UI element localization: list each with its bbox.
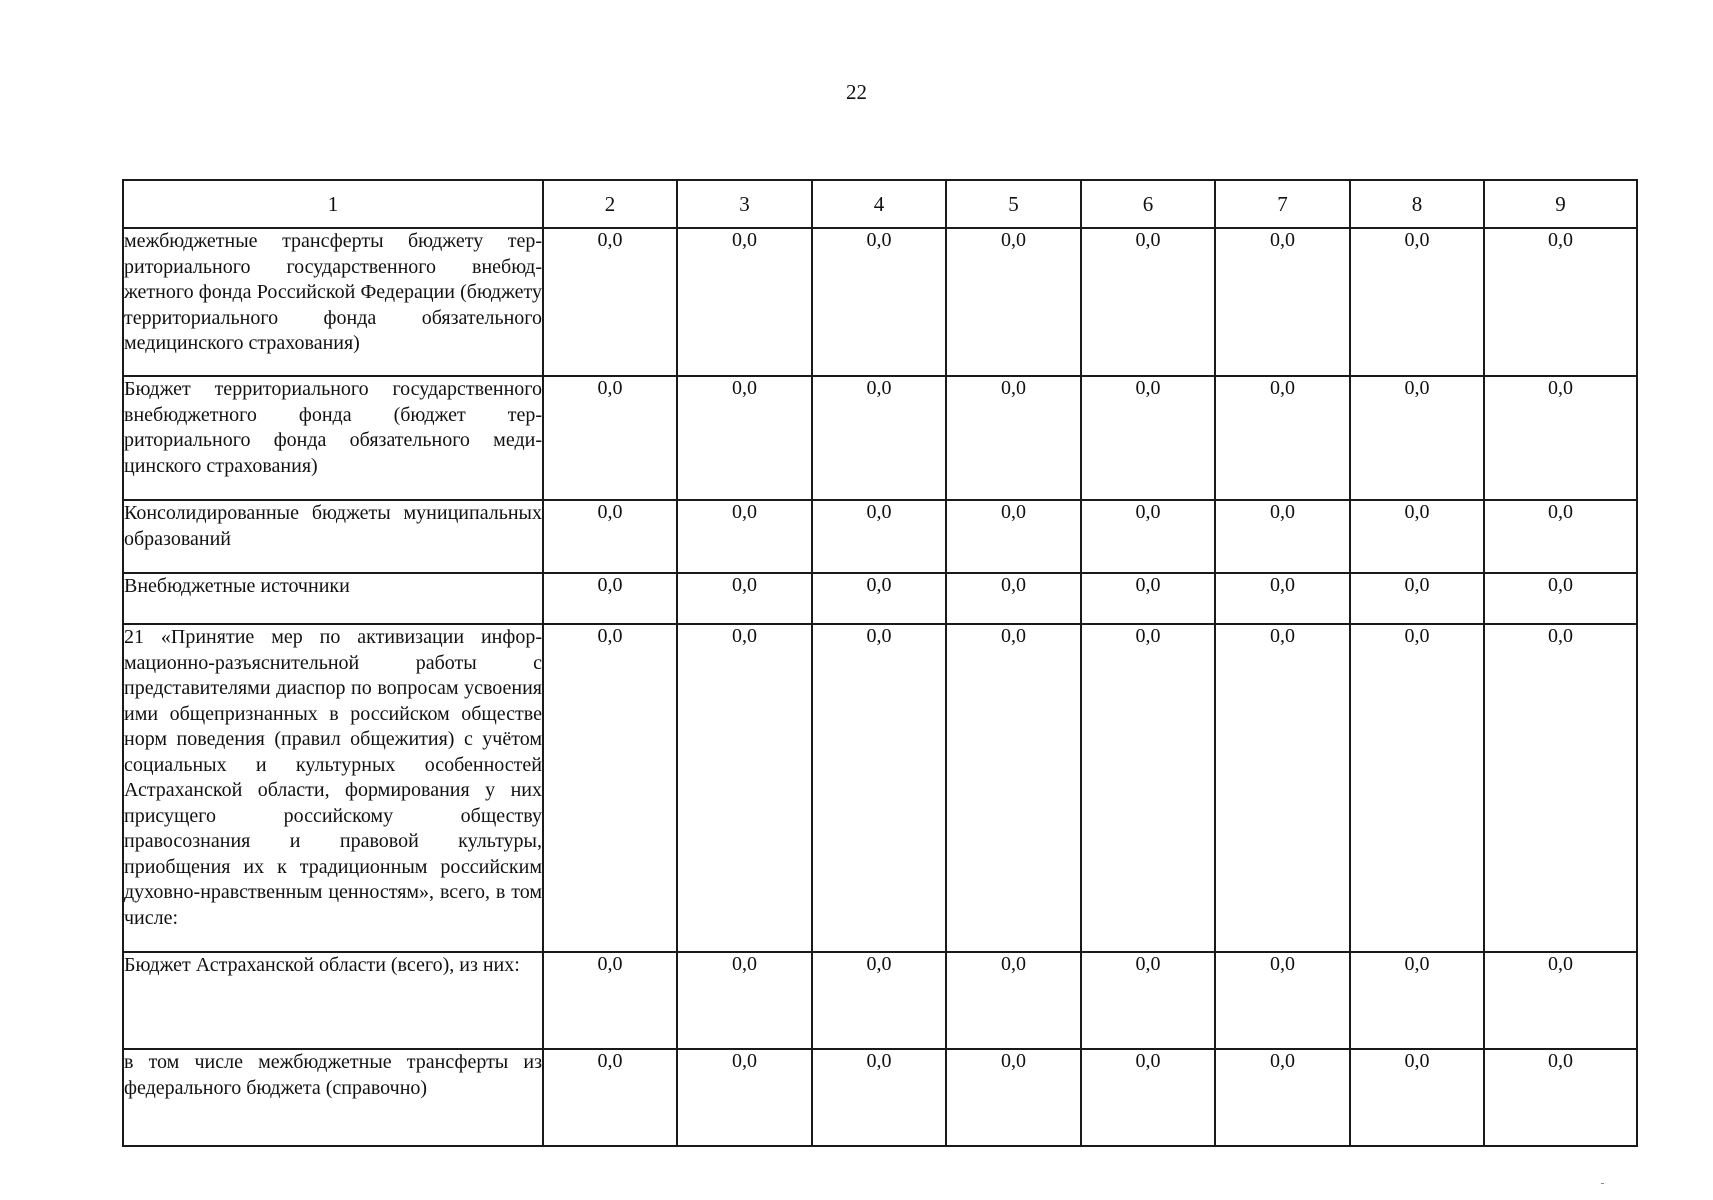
table-cell: 0,0	[946, 1049, 1081, 1146]
table-cell: 0,0	[1350, 1049, 1484, 1146]
table-cell: 0,0	[1484, 500, 1637, 573]
scan-speck	[1601, 1183, 1604, 1184]
table-cell: 0,0	[1081, 624, 1215, 952]
column-header-2: 2	[543, 180, 677, 228]
table-cell: 0,0	[1484, 376, 1637, 500]
header-row	[123, 180, 1637, 228]
table-cell: 0,0	[1215, 500, 1350, 573]
table-cell: 0,0	[946, 573, 1081, 624]
table-cell: 0,0	[1350, 624, 1484, 952]
column-header-3: 3	[677, 180, 812, 228]
table-cell: 0,0	[1484, 952, 1637, 1049]
budget-table	[122, 179, 1638, 1147]
table-cell: 0,0	[1350, 376, 1484, 500]
table-cell: 0,0	[677, 624, 812, 952]
row-label: Бюджет Астраханской области (всего), из них:	[123, 952, 543, 1049]
table-cell: 0,0	[1484, 573, 1637, 624]
table-cell: 0,0	[812, 573, 946, 624]
table-cell: 0,0	[1081, 376, 1215, 500]
table-cell: 0,0	[812, 376, 946, 500]
row-label: 21 «Принятие мер по активизации информационно-разъяснительной работы с представителями диаспор по вопросам усвоения ими общепризнанных в российском обществе норм поведения (правил общежития) с учётом социальных и культурных особенностей Астраханской области, формирования у них присущего российскому обществу правосознания и правовой культуры, приобщения их к традиционным российским духовно-нравственным ценностям», всего, в том числе:	[123, 624, 543, 952]
table-cell: 0,0	[1081, 573, 1215, 624]
table-cell: 0,0	[1081, 228, 1215, 376]
table-cell: 0,0	[1484, 228, 1637, 376]
table-cell: 0,0	[677, 500, 812, 573]
table-cell: 0,0	[1215, 952, 1350, 1049]
table-row	[123, 376, 1637, 500]
table-cell: 0,0	[677, 1049, 812, 1146]
table-cell: 0,0	[1215, 228, 1350, 376]
row-label: Консолидированные бюджеты муниципальных образований	[123, 500, 543, 573]
table-cell: 0,0	[946, 228, 1081, 376]
table-cell: 0,0	[812, 228, 946, 376]
table-body	[123, 228, 1637, 1146]
table-cell: 0,0	[677, 228, 812, 376]
table-cell: 0,0	[543, 952, 677, 1049]
table-row	[123, 1049, 1637, 1146]
table-cell: 0,0	[812, 624, 946, 952]
table-cell: 0,0	[1484, 1049, 1637, 1146]
table-row	[123, 573, 1637, 624]
table-cell: 0,0	[812, 1049, 946, 1146]
table-cell: 0,0	[543, 376, 677, 500]
table-cell: 0,0	[1350, 952, 1484, 1049]
table-cell: 0,0	[1350, 500, 1484, 573]
column-header-8: 8	[1350, 180, 1484, 228]
table-cell: 0,0	[946, 952, 1081, 1049]
row-label: Бюджет территориального государственного внебюджетного фонда (бюджет территориального фонда обязательного медицинского страхования)	[123, 376, 543, 500]
table-cell: 0,0	[543, 624, 677, 952]
column-header-1: 1	[123, 180, 543, 228]
table-row	[123, 952, 1637, 1049]
table-cell: 0,0	[1215, 1049, 1350, 1146]
table-cell: 0,0	[543, 573, 677, 624]
table-cell: 0,0	[812, 952, 946, 1049]
table-cell: 0,0	[1081, 500, 1215, 573]
row-label: межбюджетные трансферты бюджету территориального государственного внебюджетного фонда Российской Федерации (бюджету территориального фонда обязательного медицинского страхования)	[123, 228, 543, 376]
column-header-5: 5	[946, 180, 1081, 228]
table-cell: 0,0	[1484, 624, 1637, 952]
table-cell: 0,0	[946, 500, 1081, 573]
table-cell: 0,0	[677, 376, 812, 500]
table-row	[123, 228, 1637, 376]
row-label: в том числе межбюджетные трансферты из федерального бюджета (справочно)	[123, 1049, 543, 1146]
table-cell: 0,0	[1350, 228, 1484, 376]
table-cell: 0,0	[677, 573, 812, 624]
column-header-7: 7	[1215, 180, 1350, 228]
table-cell: 0,0	[1081, 952, 1215, 1049]
table-cell: 0,0	[543, 1049, 677, 1146]
page-number: 22	[846, 80, 867, 104]
column-header-6: 6	[1081, 180, 1215, 228]
table-cell: 0,0	[677, 952, 812, 1049]
column-header-4: 4	[812, 180, 946, 228]
table-cell: 0,0	[946, 624, 1081, 952]
table-cell: 0,0	[1215, 624, 1350, 952]
table-cell: 0,0	[812, 500, 946, 573]
table-header	[123, 180, 1637, 228]
table-cell: 0,0	[946, 376, 1081, 500]
table-cell: 0,0	[543, 500, 677, 573]
table-row	[123, 624, 1637, 952]
column-header-9: 9	[1484, 180, 1637, 228]
table-cell: 0,0	[1215, 573, 1350, 624]
table-cell: 0,0	[1215, 376, 1350, 500]
table-cell: 0,0	[543, 228, 677, 376]
row-label: Внебюджетные источники	[123, 573, 543, 624]
table-cell: 0,0	[1081, 1049, 1215, 1146]
table-cell: 0,0	[1350, 573, 1484, 624]
table-row	[123, 500, 1637, 573]
